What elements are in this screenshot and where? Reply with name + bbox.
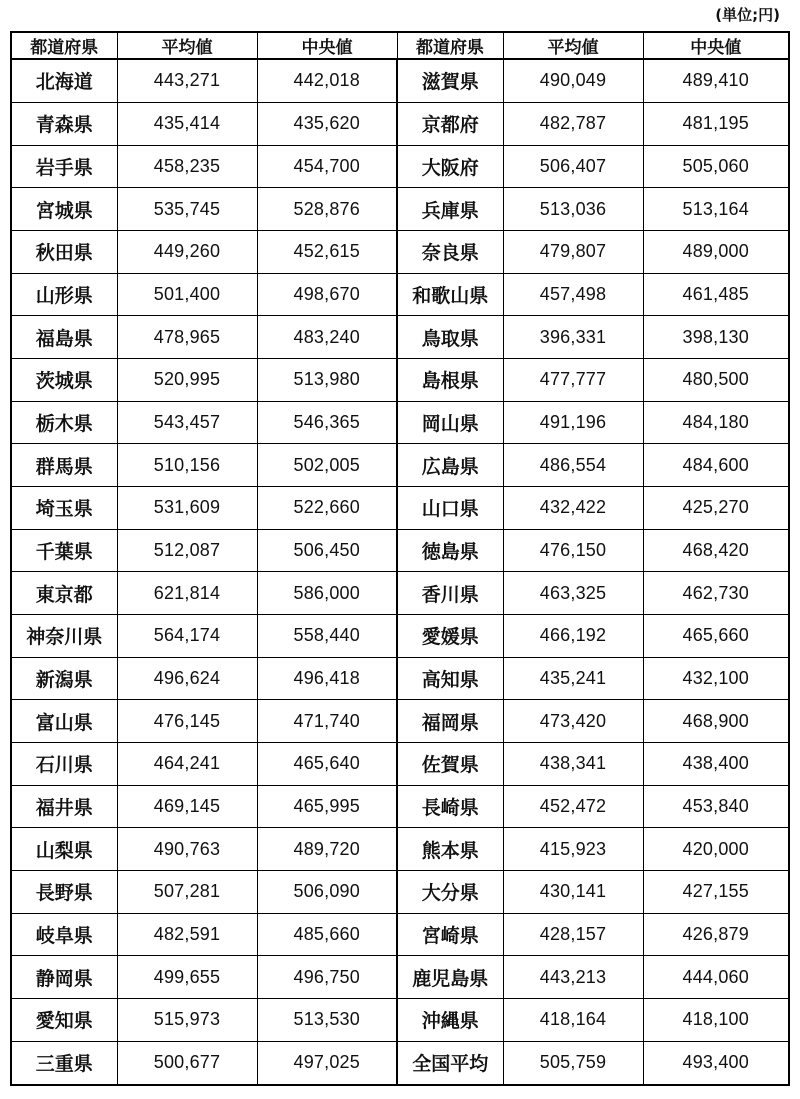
- table-row: [11, 230, 789, 273]
- cell-average-right: 438,341: [503, 743, 643, 786]
- cell-median-right: 420,000: [643, 828, 789, 871]
- table-row: [11, 486, 789, 529]
- cell-median-right: 438,400: [643, 743, 789, 786]
- header-median-right: 中央値: [643, 32, 789, 59]
- cell-prefecture-left: 千葉県: [11, 529, 117, 572]
- cell-prefecture-left: 東京都: [11, 572, 117, 615]
- cell-prefecture-left: 石川県: [11, 743, 117, 786]
- cell-median-left: 465,640: [257, 743, 397, 786]
- cell-average-left: 515,973: [117, 999, 257, 1042]
- cell-average-left: 496,624: [117, 657, 257, 700]
- cell-average-right: 466,192: [503, 615, 643, 658]
- cell-median-right: 481,195: [643, 102, 789, 145]
- table-row: [11, 444, 789, 487]
- cell-median-right: 484,180: [643, 401, 789, 444]
- cell-median-right: 484,600: [643, 444, 789, 487]
- cell-median-left: 502,005: [257, 444, 397, 487]
- cell-prefecture-right: 兵庫県: [397, 188, 503, 231]
- table-row: [11, 529, 789, 572]
- cell-median-left: 513,980: [257, 358, 397, 401]
- cell-median-right: 398,130: [643, 316, 789, 359]
- table-row: [11, 358, 789, 401]
- header-average-left: 平均値: [117, 32, 257, 59]
- cell-prefecture-right: 岡山県: [397, 401, 503, 444]
- cell-average-left: 501,400: [117, 273, 257, 316]
- cell-average-right: 432,422: [503, 486, 643, 529]
- cell-prefecture-right: 宮崎県: [397, 913, 503, 956]
- cell-prefecture-right: 佐賀県: [397, 743, 503, 786]
- cell-median-left: 435,620: [257, 102, 397, 145]
- cell-median-right: 462,730: [643, 572, 789, 615]
- cell-prefecture-left: 岐阜県: [11, 913, 117, 956]
- cell-prefecture-right: 大分県: [397, 871, 503, 914]
- cell-median-right: 444,060: [643, 956, 789, 999]
- cell-average-left: 469,145: [117, 785, 257, 828]
- cell-average-left: 435,414: [117, 102, 257, 145]
- cell-average-left: 458,235: [117, 145, 257, 188]
- table-row: [11, 785, 789, 828]
- cell-prefecture-right: 山口県: [397, 486, 503, 529]
- cell-average-right: 505,759: [503, 1041, 643, 1085]
- cell-median-left: 522,660: [257, 486, 397, 529]
- cell-prefecture-right: 滋賀県: [397, 59, 503, 102]
- cell-prefecture-left: 三重県: [11, 1041, 117, 1085]
- cell-prefecture-right: 香川県: [397, 572, 503, 615]
- cell-median-right: 513,164: [643, 188, 789, 231]
- cell-average-left: 543,457: [117, 401, 257, 444]
- table-header-row: [11, 32, 789, 59]
- cell-median-left: 506,090: [257, 871, 397, 914]
- cell-median-left: 442,018: [257, 59, 397, 102]
- cell-median-left: 489,720: [257, 828, 397, 871]
- table-row: [11, 102, 789, 145]
- cell-prefecture-left: 北海道: [11, 59, 117, 102]
- cell-median-left: 498,670: [257, 273, 397, 316]
- cell-prefecture-right: 奈良県: [397, 230, 503, 273]
- cell-average-left: 478,965: [117, 316, 257, 359]
- cell-median-left: 558,440: [257, 615, 397, 658]
- cell-average-right: 457,498: [503, 273, 643, 316]
- cell-average-right: 476,150: [503, 529, 643, 572]
- table-row: [11, 956, 789, 999]
- cell-median-right: 461,485: [643, 273, 789, 316]
- table-row: [11, 145, 789, 188]
- cell-median-right: 427,155: [643, 871, 789, 914]
- cell-prefecture-right: 全国平均: [397, 1041, 503, 1085]
- cell-average-left: 510,156: [117, 444, 257, 487]
- cell-average-right: 428,157: [503, 913, 643, 956]
- cell-average-right: 418,164: [503, 999, 643, 1042]
- cell-prefecture-right: 徳島県: [397, 529, 503, 572]
- cell-prefecture-right: 沖縄県: [397, 999, 503, 1042]
- header-average-right: 平均値: [503, 32, 643, 59]
- cell-average-right: 443,213: [503, 956, 643, 999]
- cell-median-right: 480,500: [643, 358, 789, 401]
- cell-median-left: 465,995: [257, 785, 397, 828]
- cell-prefecture-left: 群馬県: [11, 444, 117, 487]
- header-prefecture-left: 都道府県: [11, 32, 117, 59]
- cell-average-right: 490,049: [503, 59, 643, 102]
- table-row: [11, 743, 789, 786]
- cell-prefecture-right: 愛媛県: [397, 615, 503, 658]
- cell-average-left: 621,814: [117, 572, 257, 615]
- cell-average-right: 477,777: [503, 358, 643, 401]
- cell-median-right: 468,420: [643, 529, 789, 572]
- cell-average-right: 396,331: [503, 316, 643, 359]
- table-row: [11, 316, 789, 359]
- cell-average-left: 482,591: [117, 913, 257, 956]
- table-row: [11, 615, 789, 658]
- cell-median-right: 432,100: [643, 657, 789, 700]
- cell-median-right: 493,400: [643, 1041, 789, 1085]
- cell-median-right: 418,100: [643, 999, 789, 1042]
- cell-median-left: 483,240: [257, 316, 397, 359]
- cell-prefecture-left: 宮城県: [11, 188, 117, 231]
- cell-average-left: 531,609: [117, 486, 257, 529]
- cell-average-left: 535,745: [117, 188, 257, 231]
- cell-prefecture-right: 福岡県: [397, 700, 503, 743]
- cell-median-right: 489,000: [643, 230, 789, 273]
- table-row: [11, 401, 789, 444]
- cell-prefecture-left: 福井県: [11, 785, 117, 828]
- cell-average-right: 452,472: [503, 785, 643, 828]
- table-row: [11, 828, 789, 871]
- header-median-left: 中央値: [257, 32, 397, 59]
- table-row: [11, 273, 789, 316]
- cell-average-right: 482,787: [503, 102, 643, 145]
- cell-prefecture-left: 埼玉県: [11, 486, 117, 529]
- cell-average-left: 476,145: [117, 700, 257, 743]
- cell-median-left: 528,876: [257, 188, 397, 231]
- table-row: [11, 572, 789, 615]
- cell-prefecture-right: 鹿児島県: [397, 956, 503, 999]
- cell-prefecture-right: 和歌山県: [397, 273, 503, 316]
- unit-note: (単位;円): [715, 6, 780, 24]
- table-row: [11, 913, 789, 956]
- cell-prefecture-left: 福島県: [11, 316, 117, 359]
- cell-median-right: 453,840: [643, 785, 789, 828]
- cell-average-left: 500,677: [117, 1041, 257, 1085]
- table-row: [11, 188, 789, 231]
- table-row: [11, 1041, 789, 1085]
- cell-median-right: 505,060: [643, 145, 789, 188]
- header-prefecture-right: 都道府県: [397, 32, 503, 59]
- cell-average-right: 506,407: [503, 145, 643, 188]
- cell-prefecture-left: 秋田県: [11, 230, 117, 273]
- cell-median-left: 485,660: [257, 913, 397, 956]
- cell-median-right: 426,879: [643, 913, 789, 956]
- cell-average-right: 435,241: [503, 657, 643, 700]
- cell-median-right: 425,270: [643, 486, 789, 529]
- cell-average-right: 513,036: [503, 188, 643, 231]
- cell-prefecture-left: 愛知県: [11, 999, 117, 1042]
- cell-average-right: 486,554: [503, 444, 643, 487]
- cell-median-right: 465,660: [643, 615, 789, 658]
- cell-median-left: 497,025: [257, 1041, 397, 1085]
- cell-prefecture-left: 岩手県: [11, 145, 117, 188]
- cell-median-left: 506,450: [257, 529, 397, 572]
- cell-prefecture-right: 高知県: [397, 657, 503, 700]
- cell-prefecture-left: 茨城県: [11, 358, 117, 401]
- cell-median-right: 489,410: [643, 59, 789, 102]
- cell-prefecture-right: 京都府: [397, 102, 503, 145]
- table-row: [11, 59, 789, 102]
- cell-prefecture-left: 栃木県: [11, 401, 117, 444]
- table-row: [11, 700, 789, 743]
- cell-prefecture-left: 青森県: [11, 102, 117, 145]
- cell-prefecture-right: 鳥取県: [397, 316, 503, 359]
- cell-prefecture-left: 山形県: [11, 273, 117, 316]
- cell-median-left: 546,365: [257, 401, 397, 444]
- cell-average-left: 507,281: [117, 871, 257, 914]
- cell-median-left: 586,000: [257, 572, 397, 615]
- cell-average-left: 443,271: [117, 59, 257, 102]
- cell-prefecture-left: 富山県: [11, 700, 117, 743]
- cell-median-left: 513,530: [257, 999, 397, 1042]
- table-row: [11, 657, 789, 700]
- cell-average-left: 499,655: [117, 956, 257, 999]
- cell-median-left: 452,615: [257, 230, 397, 273]
- cell-average-left: 490,763: [117, 828, 257, 871]
- cell-prefecture-right: 広島県: [397, 444, 503, 487]
- cell-prefecture-right: 長崎県: [397, 785, 503, 828]
- cell-prefecture-left: 山梨県: [11, 828, 117, 871]
- cell-average-left: 564,174: [117, 615, 257, 658]
- prefecture-salary-table: [10, 31, 790, 1086]
- cell-average-right: 479,807: [503, 230, 643, 273]
- cell-average-left: 512,087: [117, 529, 257, 572]
- cell-prefecture-right: 大阪府: [397, 145, 503, 188]
- cell-average-right: 415,923: [503, 828, 643, 871]
- cell-median-left: 454,700: [257, 145, 397, 188]
- cell-average-left: 464,241: [117, 743, 257, 786]
- cell-median-left: 496,750: [257, 956, 397, 999]
- cell-median-left: 471,740: [257, 700, 397, 743]
- table-row: [11, 999, 789, 1042]
- cell-prefecture-right: 島根県: [397, 358, 503, 401]
- cell-prefecture-left: 新潟県: [11, 657, 117, 700]
- cell-median-right: 468,900: [643, 700, 789, 743]
- cell-median-left: 496,418: [257, 657, 397, 700]
- cell-average-left: 449,260: [117, 230, 257, 273]
- cell-prefecture-left: 静岡県: [11, 956, 117, 999]
- cell-average-right: 473,420: [503, 700, 643, 743]
- cell-average-right: 430,141: [503, 871, 643, 914]
- cell-average-right: 491,196: [503, 401, 643, 444]
- table-body: [11, 59, 789, 1085]
- cell-prefecture-left: 神奈川県: [11, 615, 117, 658]
- table-row: [11, 871, 789, 914]
- cell-prefecture-right: 熊本県: [397, 828, 503, 871]
- cell-prefecture-left: 長野県: [11, 871, 117, 914]
- cell-average-right: 463,325: [503, 572, 643, 615]
- cell-average-left: 520,995: [117, 358, 257, 401]
